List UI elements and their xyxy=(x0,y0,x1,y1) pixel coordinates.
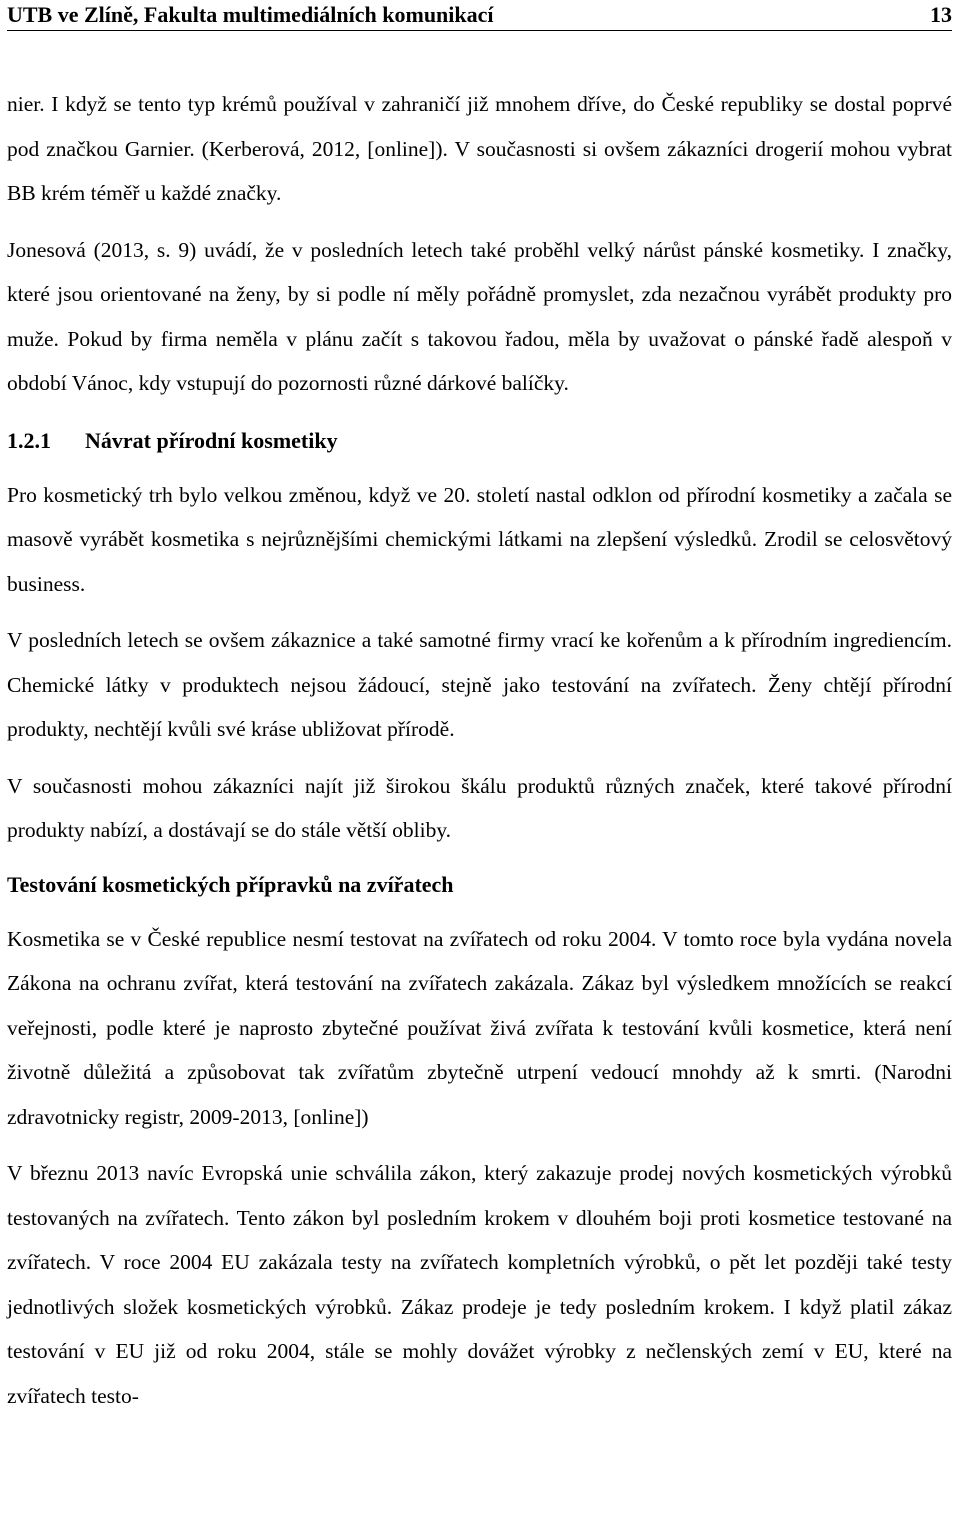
subheading: Testování kosmetických přípravků na zvířatech xyxy=(7,871,454,897)
section-title: Návrat přírodní kosmetiky xyxy=(85,427,338,453)
paragraph: Kosmetika se v České republice nesmí testovat na zvířatech od roku 2004. V tomto roce byla vydána novela Zákona na ochranu zvířat, která testování na zvířatech zakázala. Zákaz byl výsledkem množících se reakcí veřejnosti, podle které je naprosto zbytečné používat živá zvířata k testování kvůli kosmetice, která není životně důležitá a způsobovat tak zvířatům zbytečně utrpení vedoucí mnohdy až k smrti. (Narodni zdravotnicky registr, 2009-2013, [online]) xyxy=(7,926,952,1129)
paragraph: Pro kosmetický trh bylo velkou změnou, když ve 20. století nastal odklon od přírodní kosmetiky a začala se masově vyrábět kosmetika s nejrůznějšími chemickými látkami na zlepšení výsledků. Zrodil se celosvětový business. xyxy=(7,482,952,596)
paragraph: V posledních letech se ovšem zákaznice a také samotné firmy vrací ke kořenům a k přírodním ingrediencím. Chemické látky v produktech nejsou žádoucí, stejně jako testování na zvířatech. Ženy chtějí přírodní produkty, nechtějí kvůli své kráse ubližovat přírodě. xyxy=(7,628,952,741)
header-institution: UTB ve Zlíně, Fakulta multimediálních komunikací xyxy=(7,2,494,27)
paragraph: V současnosti mohou zákazníci najít již širokou škálu produktů různých značek, které takové přírodní produkty nabízí, a dostávají se do stále větší obliby. xyxy=(7,773,952,842)
section-heading xyxy=(7,419,952,463)
paragraph: nier. I když se tento typ krémů používal v zahraničí již mnohem dříve, do České republiky se dostal poprvé pod značkou Garnier. (Kerberová, 2012, [online]). V současnosti si ovšem zákazníci drogerií mohou vybrat BB krém téměř u každé značky. xyxy=(7,92,952,205)
paragraph: V březnu 2013 navíc Evropská unie schválila zákon, který zakazuje prodej nových kosmetických výrobků testovaných na zvířatech. Tento zákon byl posledním krokem v dlouhém boji proti kosmetice testované na zvířatech. V roce 2004 EU zakázala testy na zvířatech kompletních výrobků, o pět let později také testy jednotlivých složek kosmetických výrobků. Zákaz prodeje je tedy posledním krokem. I když platil zákaz testování v EU již od roku 2004, stále se mohly dovážet výrobky z nečlenských zemí v EU, které na zvířatech testo- xyxy=(7,1161,952,1408)
document-page xyxy=(7,0,952,1418)
page-number: 13 xyxy=(930,2,952,27)
paragraph: Jonesová (2013, s. 9) uvádí, že v posledních letech také proběhl velký nárůst pánské kosmetiky. I značky, které jsou orientované na ženy, by si podle ní měly pořádně promyslet, zda nezačnou vyrábět produkty pro muže. Pokud by firma neměla v plánu začít s takovou řadou, měla by uvažovat o pánské řadě alespoň v období Vánoc, kdy vstupují do pozornosti různé dárkové balíčky. xyxy=(7,237,952,395)
running-header xyxy=(7,0,952,31)
section-number: 1.2.1 xyxy=(7,427,51,453)
